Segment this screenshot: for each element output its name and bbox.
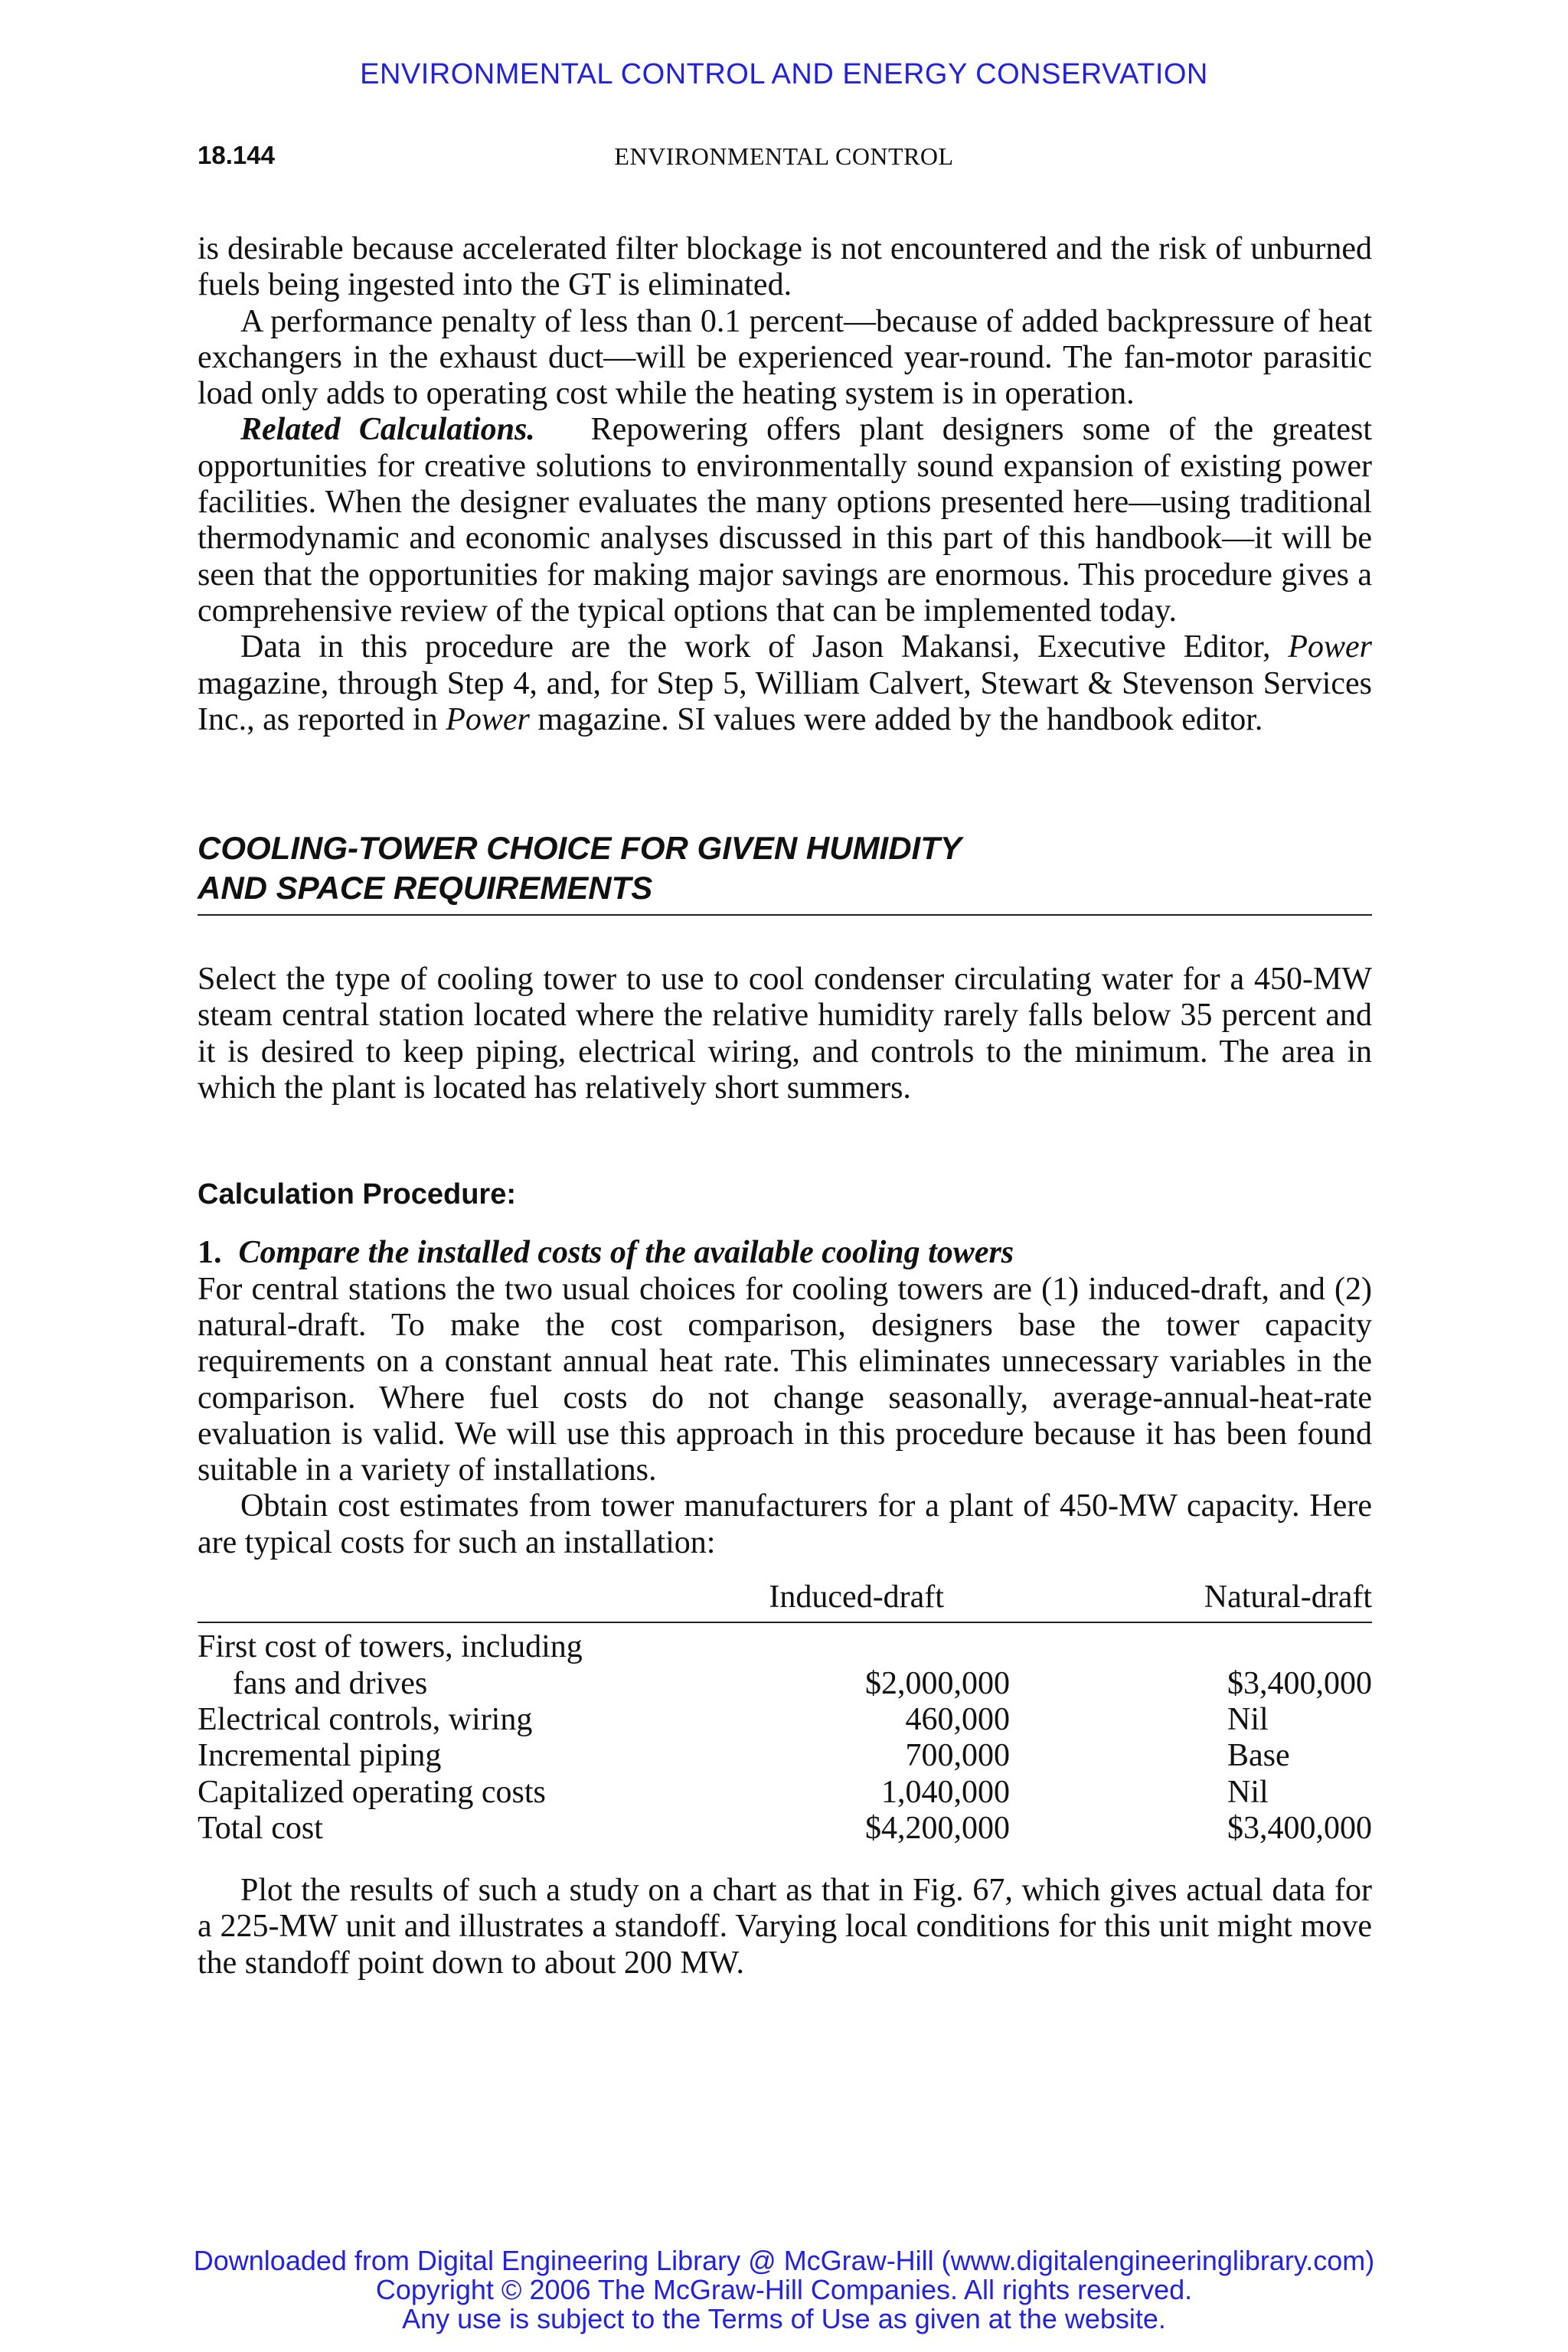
- credits-text-c: magazine. SI values were added by the handbook editor.: [537, 701, 1263, 737]
- natural-value: [1040, 1622, 1372, 1665]
- cost-comparison-table: [198, 1579, 1372, 1847]
- section-title-line2: AND SPACE REQUIREMENTS: [198, 870, 653, 906]
- table-row: [198, 1775, 1372, 1811]
- footer-copyright: Copyright © 2006 The McGraw-Hill Companies. All rights reserved.: [375, 2274, 1193, 2305]
- header-natural-draft: Natural-draft: [1040, 1579, 1372, 1622]
- table-row: [198, 1738, 1372, 1774]
- table-header-row: [198, 1579, 1372, 1622]
- induced-value: 460,000: [905, 1701, 1010, 1737]
- induced-value: 1,040,000: [881, 1774, 1010, 1810]
- footer-terms-of-use[interactable]: Any use is subject to the Terms of Use as given at the website.: [402, 2303, 1166, 2334]
- step-1-number: 1.: [198, 1235, 222, 1271]
- step-1-text-2: Obtain cost estimates from tower manufacturers for a plant of 450-MW capacity. Here are typical costs for such an installation:: [198, 1488, 1372, 1560]
- credits-text-a: Data in this procedure are the work of Jason Makansi, Executive Editor,: [240, 629, 1271, 665]
- row-label: Total cost: [198, 1810, 323, 1846]
- induced-value: [703, 1622, 1040, 1665]
- table-row: [198, 1622, 1372, 1665]
- paragraph-credits: [198, 629, 1372, 738]
- credits-text-b: magazine, through Step 4, and, for Step 5, William Calvert, Stewart & Stevenson Services Inc., as reported in: [198, 665, 1372, 737]
- row-label: First cost of towers, including: [198, 1629, 583, 1665]
- running-head: ENVIRONMENTAL CONTROL: [614, 142, 954, 170]
- section-title: [198, 828, 1372, 916]
- step-1-title: Compare the installed costs of the available cooling towers: [238, 1235, 1014, 1271]
- natural-value: $3,400,000: [1227, 1665, 1372, 1701]
- natural-value: Base: [1227, 1738, 1290, 1774]
- footer-download-link[interactable]: Downloaded from Digital Engineering Library @ McGraw-Hill (www.digitalengineeringlibrary.com): [193, 2245, 1375, 2276]
- results-paragraph: Plot the results of such a study on a chart as that in Fig. 67, which gives actual data for a 225-MW unit and illustrates a standoff. Varying local conditions for this unit might move the standoff point down to about 200 MW.: [198, 1873, 1372, 1981]
- step-1-heading: [198, 1235, 1372, 1271]
- induced-value: 700,000: [905, 1738, 1010, 1774]
- table-row: [198, 1811, 1372, 1847]
- natural-value: $3,400,000: [1227, 1810, 1372, 1846]
- page-number: 18.144: [198, 141, 275, 169]
- power-magazine-name: Power: [1288, 629, 1372, 665]
- calculation-procedure-heading: Calculation Procedure:: [198, 1178, 516, 1211]
- section-title-line1: COOLING-TOWER CHOICE FOR GIVEN HUMIDITY: [198, 830, 962, 867]
- download-footer[interactable]: [0, 2246, 1568, 2334]
- table-row: [198, 1666, 1372, 1702]
- page-body: [198, 231, 1372, 1981]
- row-label: Capitalized operating costs: [198, 1774, 546, 1810]
- problem-statement: Select the type of cooling tower to use to cool condenser circulating water for a 450-MW steam central station located where the relative humidity rarely falls below 35 percent and it is desired to keep piping, electrical wiring, and controls to the minimum. The area in which the plant is located has relatively short summers.: [198, 962, 1372, 1106]
- header-blank: [198, 1579, 703, 1622]
- natural-value: Nil: [1227, 1774, 1269, 1810]
- induced-value: $4,200,000: [865, 1810, 1010, 1846]
- related-calculations-text: Repowering offers plant designers some of the greatest opportunities for creative solutions to environmentally sound expansion of existing power facilities. When the designer evaluates the many options presented here—using traditional thermodynamic and economic analyses discussed in this part of this handbook—it will be seen that the opportunities for making major savings are enormous. This procedure gives a comprehensive review of the typical options that can be implemented today.: [198, 412, 1373, 629]
- row-label: fans and drives: [233, 1665, 428, 1701]
- header-induced-draft: Induced-draft: [703, 1579, 1040, 1622]
- paragraph-related-calculations: [198, 412, 1372, 629]
- paragraph-performance-penalty: A performance penalty of less than 0.1 percent—because of added backpressure of heat exchangers in the exhaust duct—will be experienced year-round. The fan-motor parasitic load only adds to operating cost while the heating system is in operation.: [198, 303, 1372, 412]
- step-1-text: For central stations the two usual choices for cooling towers are (1) induced-draft, and (2) natural-draft. To make the cost comparison, designers base the tower capacity requirements on a constant annual heat rate. This eliminates unnecessary variables in the comparison. Where fuel costs do not change seasonally, average-annual-heat-rate evaluation is valid. We will use this approach in this procedure because it has been found suitable in a variety of installations.: [198, 1271, 1372, 1488]
- table-row: [198, 1702, 1372, 1738]
- natural-value: Nil: [1227, 1701, 1269, 1737]
- row-label: Electrical controls, wiring: [198, 1701, 533, 1737]
- related-calculations-lead: Related Calculations.: [240, 412, 535, 448]
- power-magazine-name-2: Power: [446, 701, 530, 737]
- paragraph-continuation: is desirable because accelerated filter blockage is not encountered and the risk of unburned fuels being ingested into the GT is eliminated.: [198, 231, 1372, 303]
- induced-value: $2,000,000: [865, 1665, 1010, 1701]
- top-banner[interactable]: ENVIRONMENTAL CONTROL AND ENERGY CONSERVATION: [360, 58, 1208, 90]
- row-label: Incremental piping: [198, 1738, 442, 1774]
